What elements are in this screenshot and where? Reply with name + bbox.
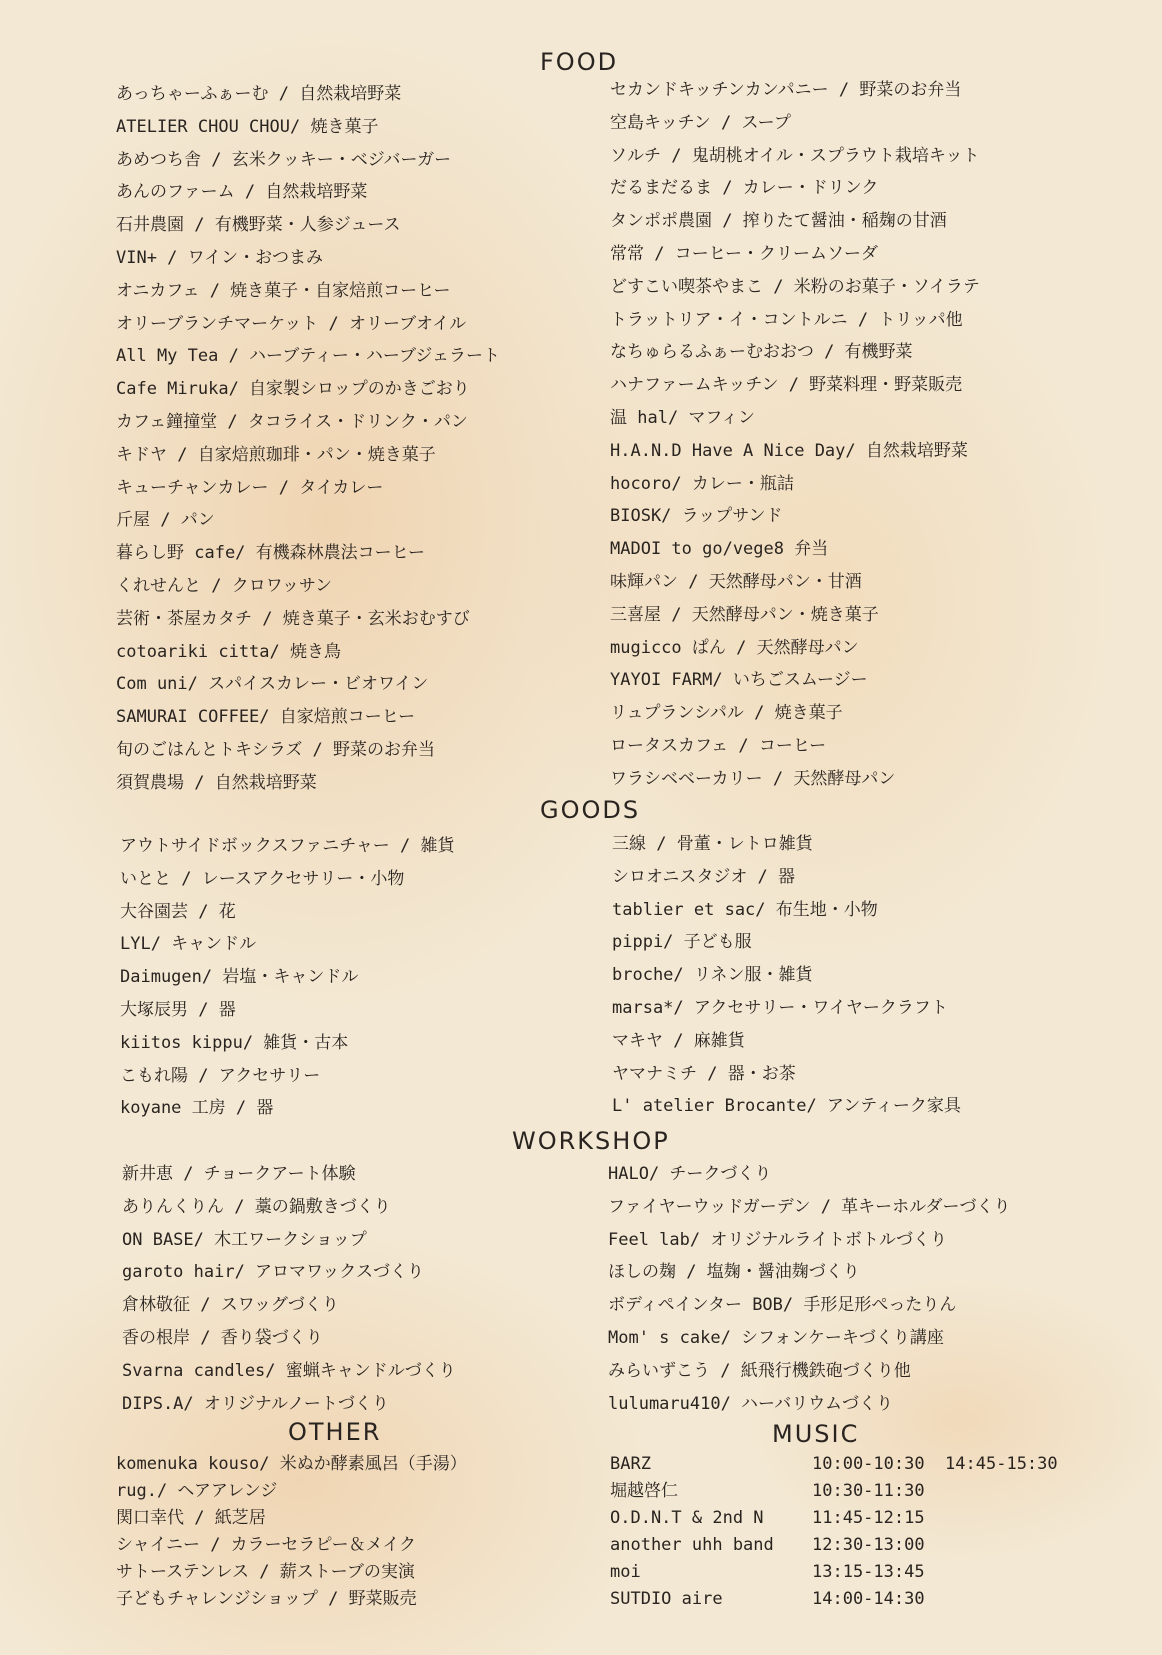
food-heading: FOOD [540, 48, 619, 76]
list-item: L' atelier Brocante/ アンティーク家具 [612, 1096, 961, 1117]
list-item: タンポポ農園 / 搾りたて醤油・稲麹の甘酒 [610, 211, 947, 232]
list-item: 子どもチャレンジショップ / 野菜販売 [116, 1589, 417, 1609]
list-item: Mom' s cake/ シフォンケーキづくり講座 [608, 1327, 944, 1348]
list-item: garoto hair/ アロマワックスづくり [122, 1262, 425, 1283]
schedule-row [610, 1559, 1058, 1586]
performer-name: moi [610, 1562, 641, 1582]
performer-name: O.D.N.T & 2nd N [610, 1508, 764, 1528]
performer-name: another uhh band [610, 1535, 774, 1555]
list-item: トラットリア・イ・コントルニ / トリッパ他 [610, 309, 963, 330]
performance-time: 12:30-13:00 [812, 1535, 925, 1555]
list-item: 香の根岸 / 香り袋づくり [122, 1327, 323, 1348]
performance-time: 11:45-12:15 [812, 1508, 925, 1528]
workshop-list-right [608, 1158, 1011, 1420]
list-item: 芸術・茶屋カタチ / 焼き菓子・玄米おむすび [116, 608, 470, 629]
list-item: komenuka kouso/ 米ぬか酵素風呂（手湯） [116, 1454, 467, 1474]
list-item: だるまだるま / カレー・ドリンク [610, 178, 879, 199]
list-item: 大谷園芸 / 花 [120, 901, 236, 922]
list-item: セカンドキッチンカンパニー / 野菜のお弁当 [610, 80, 962, 100]
list-item: 斤屋 / パン [116, 510, 215, 531]
performer-name: SUTDIO aire [610, 1589, 723, 1609]
list-item: くれせんと / クロワッサン [116, 575, 333, 596]
list-item: H.A.N.D Have A Nice Day/ 自然栽培野菜 [610, 440, 968, 461]
workshop-heading: WORKSHOP [512, 1127, 670, 1155]
list-item: DIPS.A/ オリジナルノートづくり [122, 1393, 389, 1414]
performance-time: 13:15-13:45 [812, 1562, 925, 1582]
list-item: キドヤ / 自家焙煎珈琲・パン・焼き菓子 [116, 444, 436, 465]
list-item: cotoariki citta/ 焼き鳥 [116, 641, 341, 662]
list-item: ファイヤーウッドガーデン / 革キーホルダーづくり [608, 1196, 1011, 1217]
list-item: 暮らし野 cafe/ 有機森林農法コーヒー [116, 543, 425, 564]
list-item: ハナファームキッチン / 野菜料理・野菜販売 [610, 375, 963, 396]
list-item: キューチャンカレー / タイカレー [116, 477, 384, 498]
food-list-left [116, 78, 500, 800]
list-item: ありんくりん / 藁の鍋敷きづくり [122, 1196, 391, 1217]
list-item: なちゅらるふぁーむおおつ / 有機野菜 [610, 342, 913, 363]
list-item: 新井恵 / チョークアート体験 [122, 1164, 356, 1184]
list-item: 須賀農場 / 自然栽培野菜 [116, 772, 317, 793]
list-item: 倉林敬征 / スワッグづくり [122, 1295, 339, 1316]
music-schedule [610, 1451, 1058, 1613]
list-item: 石井農園 / 有機野菜・人参ジュース [116, 215, 401, 236]
workshop-list-left [122, 1158, 456, 1420]
performer-name: 堀越啓仁 [610, 1481, 678, 1501]
list-item: オリーブランチマーケット / オリーブオイル [116, 313, 467, 334]
list-item: YAYOI FARM/ いちごスムージー [610, 670, 868, 691]
list-item: カフェ鐘撞堂 / タコライス・ドリンク・パン [116, 411, 468, 432]
list-item: 三線 / 骨董・レトロ雑貨 [612, 834, 813, 854]
list-item: あっちゃーふぁーむ / 自然栽培野菜 [116, 84, 402, 104]
other-list [116, 1451, 467, 1613]
list-item: ATELIER CHOU CHOU/ 焼き菓子 [116, 116, 379, 137]
performer-name: BARZ [610, 1454, 651, 1474]
list-item: オニカフェ / 焼き菓子・自家焙煎コーヒー [116, 280, 451, 301]
list-item: SAMURAI COFFEE/ 自家焙煎コーヒー [116, 707, 416, 728]
list-item: rug./ ヘアアレンジ [116, 1481, 278, 1501]
list-item: broche/ リネン服・雑貨 [612, 965, 813, 986]
list-item: tablier et sac/ 布生地・小物 [612, 899, 878, 920]
list-item: LYL/ キャンドル [120, 934, 257, 955]
list-item: あんのファーム / 自然栽培野菜 [116, 182, 368, 203]
list-item: Cafe Miruka/ 自家製シロップのかきごおり [116, 379, 470, 400]
schedule-row [610, 1505, 1058, 1532]
list-item: シロオニスタジオ / 器 [612, 866, 796, 887]
performance-time: 14:00-14:30 [812, 1589, 925, 1609]
goods-list-left [120, 830, 455, 1125]
list-item: koyane 工房 / 器 [120, 1098, 274, 1119]
food-list-right [610, 74, 980, 796]
list-item: 三喜屋 / 天然酵母パン・焼き菓子 [610, 604, 879, 625]
list-item: Svarna candles/ 蜜蝋キャンドルづくり [122, 1360, 456, 1381]
list-item: lulumaru410/ ハーバリウムづくり [608, 1393, 894, 1414]
performance-time: 10:30-11:30 [812, 1481, 925, 1501]
list-item: アウトサイドボックスファニチャー / 雑貨 [120, 836, 455, 856]
music-heading: MUSIC [772, 1420, 860, 1448]
list-item: Daimugen/ 岩塩・キャンドル [120, 967, 359, 988]
list-item: 味輝パン / 天然酵母パン・甘酒 [610, 571, 862, 592]
list-item: kiitos kippu/ 雑貨・古本 [120, 1032, 349, 1053]
list-item: 空島キッチン / スープ [610, 112, 791, 133]
list-item: All My Tea / ハーブティー・ハーブジェラート [116, 346, 500, 367]
list-item: ヤマナミチ / 器・お茶 [612, 1063, 796, 1084]
performance-time: 10:00-10:30 14:45-15:30 [812, 1454, 1058, 1474]
list-item: みらいずこう / 紙飛行機鉄砲づくり他 [608, 1360, 911, 1381]
goods-list-right [612, 828, 961, 1123]
list-item: 旬のごはんとトキシラズ / 野菜のお弁当 [116, 739, 436, 760]
list-item: HALO/ チークづくり [608, 1164, 772, 1184]
list-item: ON BASE/ 木工ワークショップ [122, 1229, 367, 1250]
list-item: ワラシベベーカリー / 天然酵母パン [610, 768, 896, 789]
list-item: VIN+ / ワイン・おつまみ [116, 247, 323, 268]
list-item: BIOSK/ ラップサンド [610, 506, 783, 527]
list-item: pippi/ 子ども服 [612, 932, 752, 953]
list-item: mugicco ぱん / 天然酵母パン [610, 637, 859, 658]
list-item: マキヤ / 麻雑貨 [612, 1030, 745, 1051]
schedule-row [610, 1451, 1058, 1478]
other-heading: OTHER [288, 1418, 382, 1446]
list-item: hocoro/ カレー・瓶詰 [610, 473, 794, 494]
list-item: 関口幸代 / 紙芝居 [116, 1508, 266, 1528]
list-item: ほしの麹 / 塩麹・醤油麹づくり [608, 1262, 860, 1283]
goods-heading: GOODS [540, 796, 641, 824]
list-item: シャイニー / カラーセラピー＆メイク [116, 1535, 416, 1555]
list-item: 温 hal/ マフィン [610, 407, 756, 428]
list-item: MADOI to go/vege8 弁当 [610, 539, 829, 560]
list-item: Com uni/ スパイスカレー・ビオワイン [116, 674, 429, 695]
list-item: サトーステンレス / 薪ストーブの実演 [116, 1562, 415, 1582]
list-item: ボディペインター BOB/ 手形足形ぺったりん [608, 1295, 957, 1316]
list-item: marsa*/ アクセサリー・ワイヤークラフト [612, 997, 948, 1018]
list-item: ロータスカフェ / コーヒー [610, 735, 827, 756]
list-item: こもれ陽 / アクセサリー [120, 1065, 321, 1086]
list-item: Feel lab/ オリジナルライトボトルづくり [608, 1229, 947, 1250]
list-item: リュプランシパル / 焼き菓子 [610, 703, 843, 724]
schedule-row [610, 1478, 1058, 1505]
list-item: 常常 / コーヒー・クリームソーダ [610, 243, 879, 264]
list-item: 大塚辰男 / 器 [120, 999, 236, 1020]
schedule-row [610, 1586, 1058, 1613]
list-item: あめつち舎 / 玄米クッキー・ベジバーガー [116, 149, 452, 170]
schedule-row [610, 1532, 1058, 1559]
list-item: ソルチ / 鬼胡桃オイル・スプラウト栽培キット [610, 145, 980, 166]
list-item: いとと / レースアクセサリー・小物 [120, 868, 405, 889]
list-item: どすこい喫茶やまこ / 米粉のお菓子・ソイラテ [610, 276, 980, 297]
